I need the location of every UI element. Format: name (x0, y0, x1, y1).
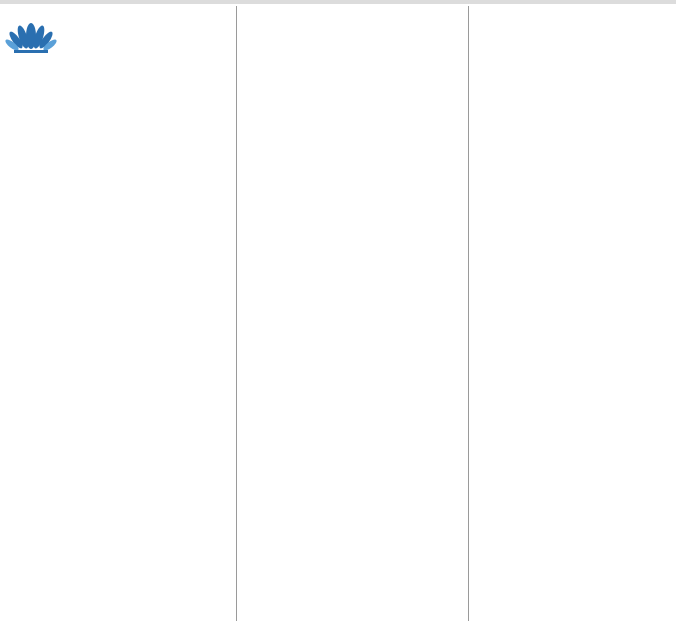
judiciary-emblem-icon (4, 6, 58, 56)
column-divider-right (468, 6, 469, 621)
column-right (470, 6, 673, 621)
column-left (3, 6, 234, 621)
column-divider-left (236, 6, 237, 621)
column-middle (238, 6, 466, 621)
judiciary-emblem (4, 6, 58, 56)
top-strip (0, 0, 676, 4)
